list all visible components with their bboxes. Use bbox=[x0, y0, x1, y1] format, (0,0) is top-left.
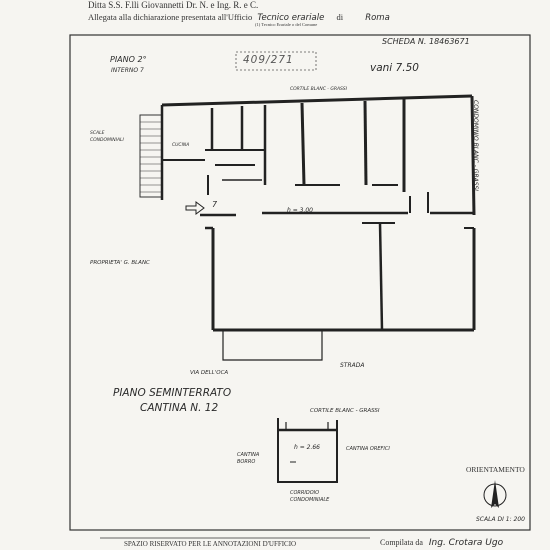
via-oca-label: VIA DELL'OCA bbox=[190, 370, 229, 376]
stair-icon bbox=[140, 115, 162, 197]
piano-seminterrato-title: PIANO SEMINTERRATO bbox=[113, 387, 232, 399]
room-label: CUCINA bbox=[172, 143, 190, 148]
lower-room-walls bbox=[205, 223, 474, 360]
cortile-bottom-label: CORTILE BLANC - GRASSI bbox=[310, 408, 380, 414]
header-office: Tecnico erariale bbox=[257, 13, 325, 23]
plan-vani-count: vani 7.50 bbox=[370, 62, 419, 74]
header-city: Roma bbox=[365, 13, 390, 23]
corridoio-label: CORRIDOIO CONDOMINIALE bbox=[290, 490, 330, 503]
cantina-title: CANTINA N. 12 bbox=[140, 402, 219, 414]
header-line-1: Ditta S.S. F.lli Giovannetti Dr. N. e Ing. R. e C. bbox=[88, 0, 259, 10]
header-line2-prefix: Allegata alla dichiarazione presentata all'Ufficio bbox=[88, 12, 253, 22]
plan-floor-label: PIANO 2° bbox=[110, 55, 147, 64]
upper-floor-walls bbox=[162, 96, 474, 215]
cantina-orefici-label: CANTINA OREFICI bbox=[346, 446, 390, 452]
reserved-space-label: SPAZIO RISERVATO PER LE ANNOTAZIONI D'UFFICIO bbox=[124, 540, 297, 548]
scale-label: SCALE CONDOMINIALI bbox=[90, 131, 124, 143]
compiler-name: Ing. Crotara Ugo bbox=[428, 538, 504, 548]
compiler-prefix: Compilata da bbox=[380, 538, 423, 547]
scale-ratio: SCALA DI 1: 200 bbox=[476, 516, 525, 523]
cortile-top-label: CORTILE BLANC - GRASSI bbox=[290, 87, 347, 92]
entry-arrow-icon bbox=[186, 202, 204, 214]
altezza-cantina-label: h = 2.66 bbox=[294, 444, 321, 451]
header-of: di bbox=[336, 12, 344, 22]
condominio-right-label: CONDOMINIO BLANC - GRASSI bbox=[472, 100, 479, 191]
compiler-field bbox=[380, 538, 503, 548]
altezza-label: h = 3.00 bbox=[287, 207, 314, 214]
cantina-borro-label: CANTINA BORRO bbox=[237, 452, 260, 465]
plan-scheda-number: SCHEDA N. 18463671 bbox=[382, 37, 470, 46]
plan-stamp-number: 409/271 bbox=[243, 54, 294, 66]
plan-interno-label: INTERNO 7 bbox=[111, 67, 144, 74]
sheet-frame bbox=[70, 35, 530, 530]
strada-label: STRADA bbox=[340, 362, 365, 369]
compass-icon bbox=[484, 480, 506, 508]
orientation-label: ORIENTAMENTO bbox=[466, 465, 525, 474]
proprieta-label: PROPRIETA' G. BLANC bbox=[90, 260, 150, 266]
header-footnote: (1) Tecnico Erariale o del Comune bbox=[255, 22, 318, 27]
interno-marker: 7 bbox=[212, 200, 218, 209]
